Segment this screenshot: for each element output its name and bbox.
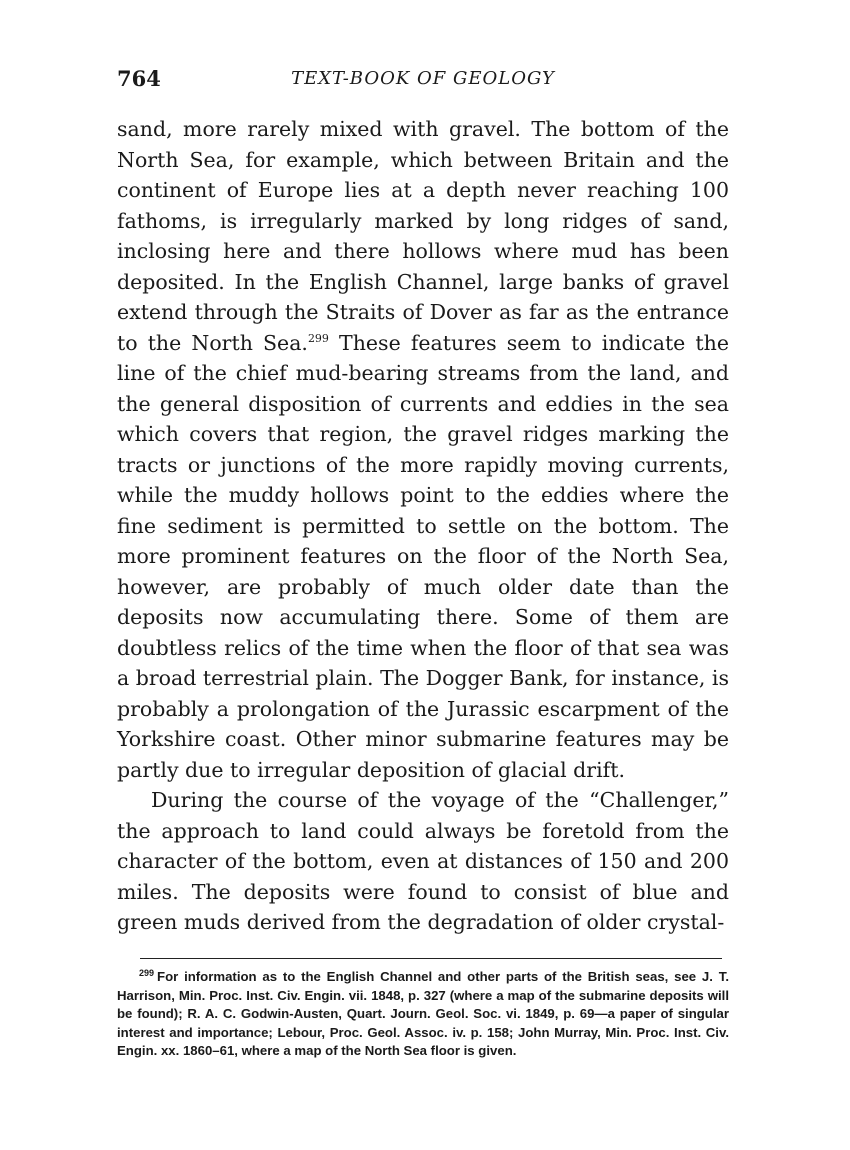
running-head — [117, 66, 729, 100]
paragraph-1-part-2: These features seem to indicate the line of the chief mud-bearing streams from the land, and the general disposition of currents and eddies in the sea which covers that region, the gravel ridges marking the tracts or junctions of the more rapidly moving currents, while the muddy hollows point to the eddies where the fine sediment is permitted to settle on the bottom. The more prominent features on the floor of the North Sea, however, are probably of much older date than the deposits now accumulating there. Some of them are doubtless relics of the time when the floor of that sea was a broad terrestrial plain. The Dogger Bank, for instance, is probably a prolongation of the Jurassic escarpment of the Yorkshire coast. Other minor submarine features may be partly due to irregular deposition of glacial drift. — [117, 330, 730, 782]
footnote-divider — [140, 958, 722, 959]
running-title: TEXT-BOOK OF GEOLOGY — [291, 68, 555, 89]
body-text — [117, 114, 729, 938]
paragraph-1 — [117, 114, 729, 785]
footnote-mark: 299 — [139, 967, 155, 978]
paragraph-1-part-1: sand, more rarely mixed with gravel. The bottom of the North Sea, for example, which between Britain and the continent of Europe lies at a depth never reaching 100 fathoms, is irregularly marked by long ridges of sand, inclosing here and there hollows where mud has been deposited. In the English Channel, large banks of gravel extend through the Straits of Dover as far as the entrance to the North Sea. — [117, 117, 729, 355]
footnote-text: For information as to the English Channel and other parts of the British seas, see J. T. Harrison, Min. Proc. Inst. Civ. Engin. vii. 1848, p. 327 (where a map of the submarine deposits will be found); R. A. C. Godwin-Austen, Quart. Journ. Geol. Soc. vi. 1849, p. 69—a paper of singular interest and importance; Lebour, Proc. Geol. Assoc. iv. p. 158; John Murray, Min. Proc. Inst. Civ. Engin. xx. 1860–61, where a map of the North Sea floor is given. — [117, 969, 729, 1059]
footnote-reference: 299 — [307, 331, 329, 345]
footnote — [117, 968, 729, 1061]
page-number: 764 — [117, 66, 161, 91]
page — [117, 66, 729, 938]
paragraph-2: During the course of the voyage of the “Challenger,” the approach to land could always be foretold from the character of the bottom, even at distances of 150 and 200 miles. The deposits were found to consist of blue and green muds derived from the degradation of older crystal- — [117, 788, 729, 934]
